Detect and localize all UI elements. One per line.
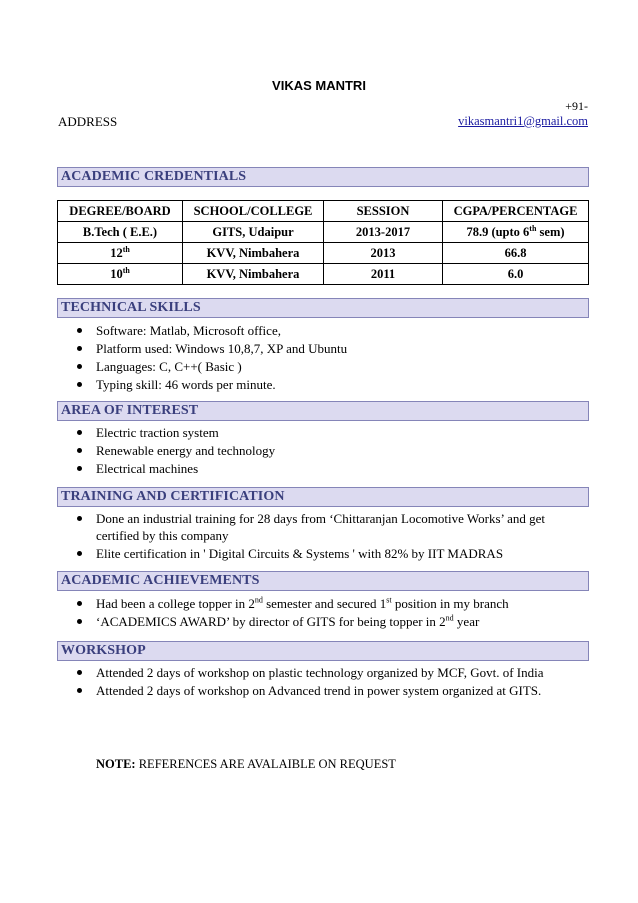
list-item: Electric traction system <box>57 424 589 441</box>
cell-score: 6.0 <box>443 264 589 285</box>
section-academic-achievements: ACADEMIC ACHIEVEMENTS <box>57 571 589 591</box>
section-training-certification: TRAINING AND CERTIFICATION <box>57 487 589 507</box>
table-header-row <box>58 201 589 222</box>
section-area-of-interest: AREA OF INTEREST <box>57 401 589 421</box>
cell-session: 2013 <box>324 243 443 264</box>
list-item: Languages: C, C++( Basic ) <box>57 358 589 375</box>
candidate-name: VIKAS MANTRI <box>272 78 366 93</box>
table-row <box>58 264 589 285</box>
table-row <box>58 243 589 264</box>
interest-list <box>57 424 589 478</box>
list-item: Typing skill: 46 words per minute. <box>57 376 589 393</box>
phone-number: +91- <box>565 99 588 113</box>
list-item: Platform used: Windows 10,8,7, XP and Ubuntu <box>57 340 589 357</box>
email-link[interactable]: vikasmantri1@gmail.com <box>458 114 588 128</box>
list-item: Renewable energy and technology <box>57 442 589 459</box>
cell-session: 2011 <box>324 264 443 285</box>
section-workshop: WORKSHOP <box>57 641 589 661</box>
list-item: Done an industrial training for 28 days from ‘Chittaranjan Locomotive Works’ and get certified by this company <box>57 510 589 544</box>
cell-score: 78.9 (upto 6th sem) <box>443 222 589 243</box>
cell-school: KVV, Nimbahera <box>183 264 324 285</box>
cell-school: GITS, Udaipur <box>183 222 324 243</box>
list-item: Software: Matlab, Microsoft office, <box>57 322 589 339</box>
section-academic-credentials: ACADEMIC CREDENTIALS <box>57 167 589 187</box>
technical-skills-list <box>57 322 589 394</box>
cell-degree: B.Tech ( E.E.) <box>58 222 183 243</box>
list-item: Attended 2 days of workshop on plastic technology organized by MCF, Govt. of India <box>57 664 589 681</box>
cell-session: 2013-2017 <box>324 222 443 243</box>
credentials-table <box>57 200 589 285</box>
list-item: Elite certification in ' Digital Circuits & Systems ' with 82% by IIT MADRAS <box>57 545 589 562</box>
column-header: CGPA/PERCENTAGE <box>443 201 589 222</box>
column-header: SCHOOL/COLLEGE <box>183 201 324 222</box>
list-item: ‘ACADEMICS AWARD’ by director of GITS for being topper in 2nd year <box>57 613 589 630</box>
address-label: ADDRESS <box>58 114 118 129</box>
list-item: Had been a college topper in 2nd semester and secured 1st position in my branch <box>57 595 589 612</box>
cell-score: 66.8 <box>443 243 589 264</box>
list-item: Electrical machines <box>57 460 589 477</box>
column-header: DEGREE/BOARD <box>58 201 183 222</box>
column-header: SESSION <box>324 201 443 222</box>
table-row <box>58 222 589 243</box>
workshop-list <box>57 664 589 700</box>
cell-degree: 12th <box>58 243 183 264</box>
training-list <box>57 510 589 563</box>
section-technical-skills: TECHNICAL SKILLS <box>57 298 589 318</box>
achievements-list <box>57 595 589 631</box>
cell-degree: 10th <box>58 264 183 285</box>
cell-school: KVV, Nimbahera <box>183 243 324 264</box>
list-item: Attended 2 days of workshop on Advanced trend in power system organized at GITS. <box>57 682 589 699</box>
references-note: NOTE: REFERENCES ARE AVALAIBLE ON REQUEST <box>96 757 396 771</box>
